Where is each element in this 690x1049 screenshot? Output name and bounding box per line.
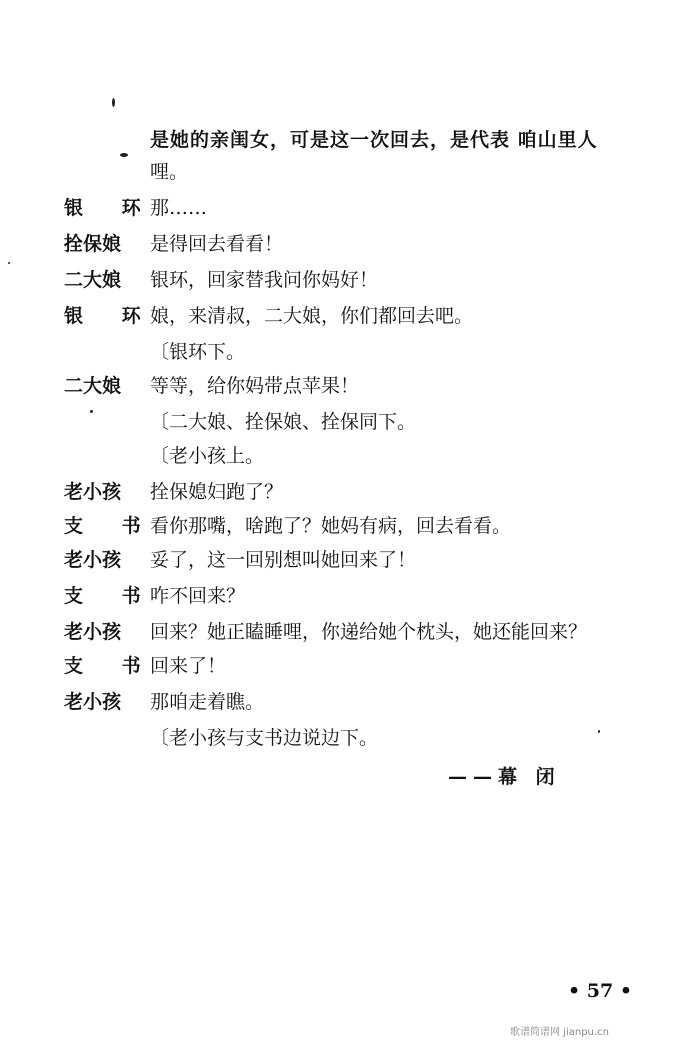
dialogue-text: 等等，给你妈带点苹果！ [150, 375, 360, 397]
stage-direction: 〔老小孩上。 [150, 445, 265, 467]
scan-speck [90, 410, 93, 413]
dialogue-text: 回来了！ [150, 655, 227, 677]
dialogue-text: 哩。 [150, 161, 189, 183]
speaker-name: 支 书 [64, 515, 157, 537]
dialogue-text: 咋不回来？ [150, 585, 246, 607]
speaker-name: 二大娘 [64, 375, 122, 397]
speaker-name: 银 环 [64, 305, 157, 327]
dialogue-text: 是她的亲闺女，可是这一次回去，是代表 咱山里人 [150, 129, 598, 151]
stage-direction: 〔银环下。 [150, 341, 246, 363]
curtain-close-mark: ——幕 闭 [448, 766, 561, 788]
dialogue-text: 银环，回家替我问你妈好！ [150, 269, 379, 291]
page-number: • 57 • [568, 980, 632, 1002]
dialogue-text: 拴保媳妇跑了？ [150, 481, 284, 503]
stage-direction: 〔老小孩与支书边说边下。 [150, 727, 379, 749]
dialogue-text: 看你那嘴，啥跑了？她妈有病，回去看看。 [150, 515, 512, 537]
dialogue-text: 那…… [150, 197, 208, 219]
scan-speck [120, 153, 128, 157]
dialogue-text: 娘，来清叔，二大娘，你们都回去吧。 [150, 305, 474, 327]
dialogue-text: 妥了，这一回别想叫她回来了！ [150, 549, 417, 571]
dialogue-text: 回来？她正瞌睡哩，你递给她个枕头，她还能回来？ [150, 621, 588, 643]
speaker-name: 老小孩 [64, 691, 122, 713]
stage-direction: 〔二大娘、拴保娘、拴保同下。 [150, 411, 417, 433]
speaker-name: 老小孩 [64, 481, 122, 503]
speaker-name: 银 环 [64, 197, 157, 219]
scan-speck [8, 262, 10, 264]
speaker-name: 支 书 [64, 655, 157, 677]
scan-speck [112, 98, 115, 107]
dialogue-text: 是得回去看看！ [150, 233, 284, 255]
speaker-name: 老小孩 [64, 549, 122, 571]
speaker-name: 拴保娘 [64, 233, 122, 255]
dialogue-text: 那咱走着瞧。 [150, 691, 265, 713]
speaker-name: 老小孩 [64, 621, 122, 643]
speaker-name: 支 书 [64, 585, 157, 607]
scan-speck [598, 730, 600, 733]
speaker-name: 二大娘 [64, 269, 122, 291]
watermark: 歌谱简谱网 jianpu.cn [510, 1027, 609, 1038]
